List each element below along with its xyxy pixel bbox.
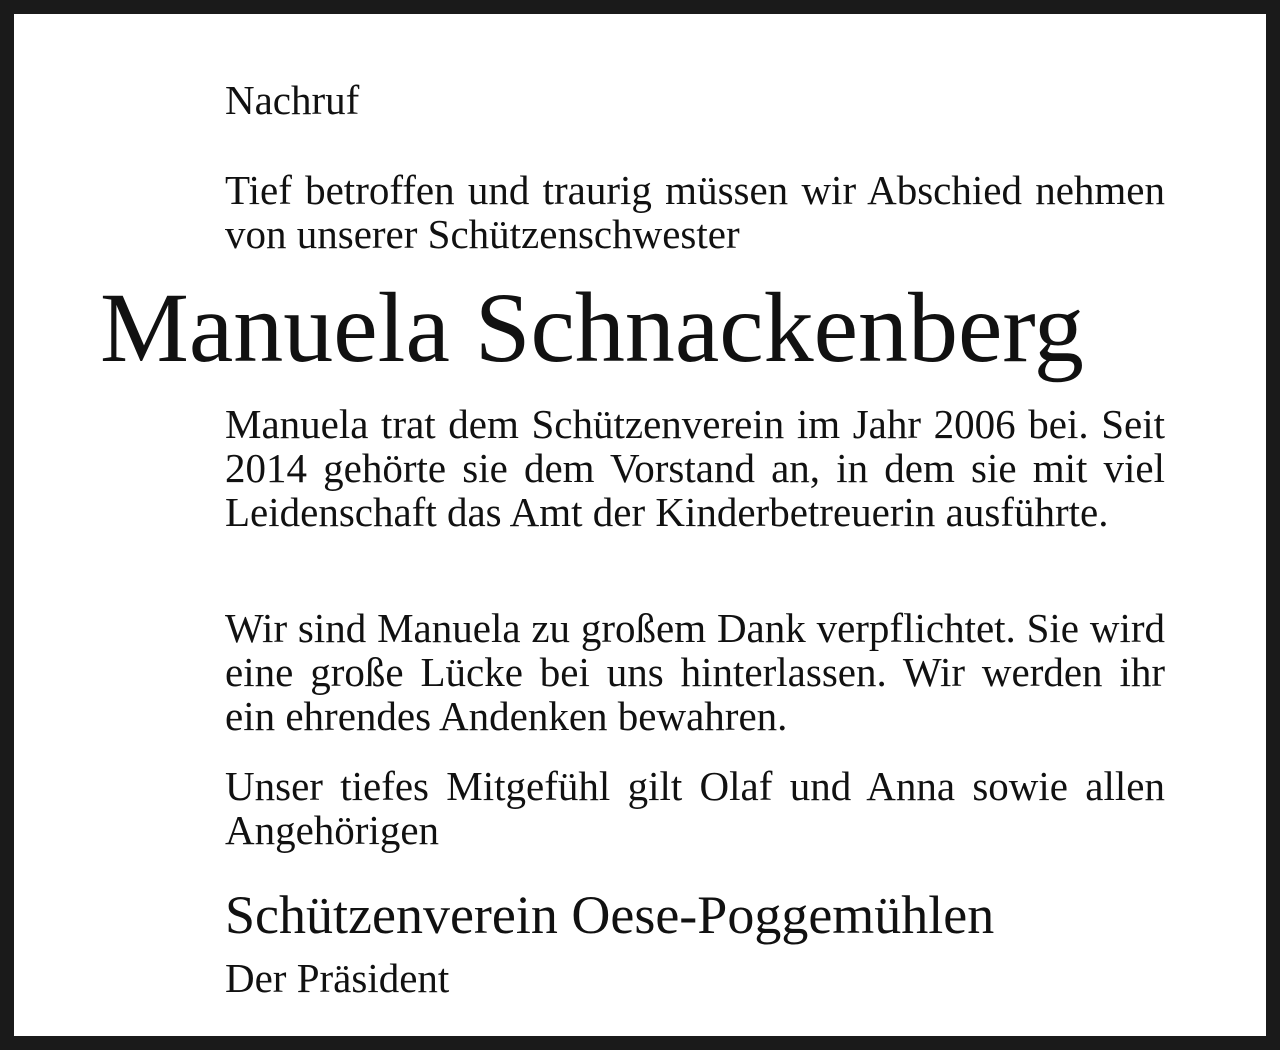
notice-heading: Nachruf [225, 77, 360, 123]
body-paragraph-gratitude: Wir sind Manuela zu großem Dank verpflichtet. Sie wird eine große Lücke bei uns hinterlassen. Wir werden ihr ein ehrendes Andenken bewahren. [225, 605, 1165, 739]
body-paragraph-membership: Manuela trat dem Schützenverein im Jahr 2006 bei. Seit 2014 gehörte sie dem Vorstand an, in dem sie mit viel Leidenschaft das Amt der Kinderbetreuerin ausführte. [225, 401, 1165, 535]
signer-title: Der Präsident [225, 955, 450, 1001]
body-paragraph-condolence: Unser tiefes Mitgefühl gilt Olaf und Anna sowie allen Angehörigen [225, 763, 1165, 853]
intro-paragraph: Tief betroffen und traurig müssen wir Abschied nehmen von unserer Schützenschwester [225, 167, 1165, 257]
deceased-name: Manuela Schnackenberg [100, 272, 1084, 383]
organization-name: Schützenverein Oese-Poggemühlen [225, 885, 995, 945]
